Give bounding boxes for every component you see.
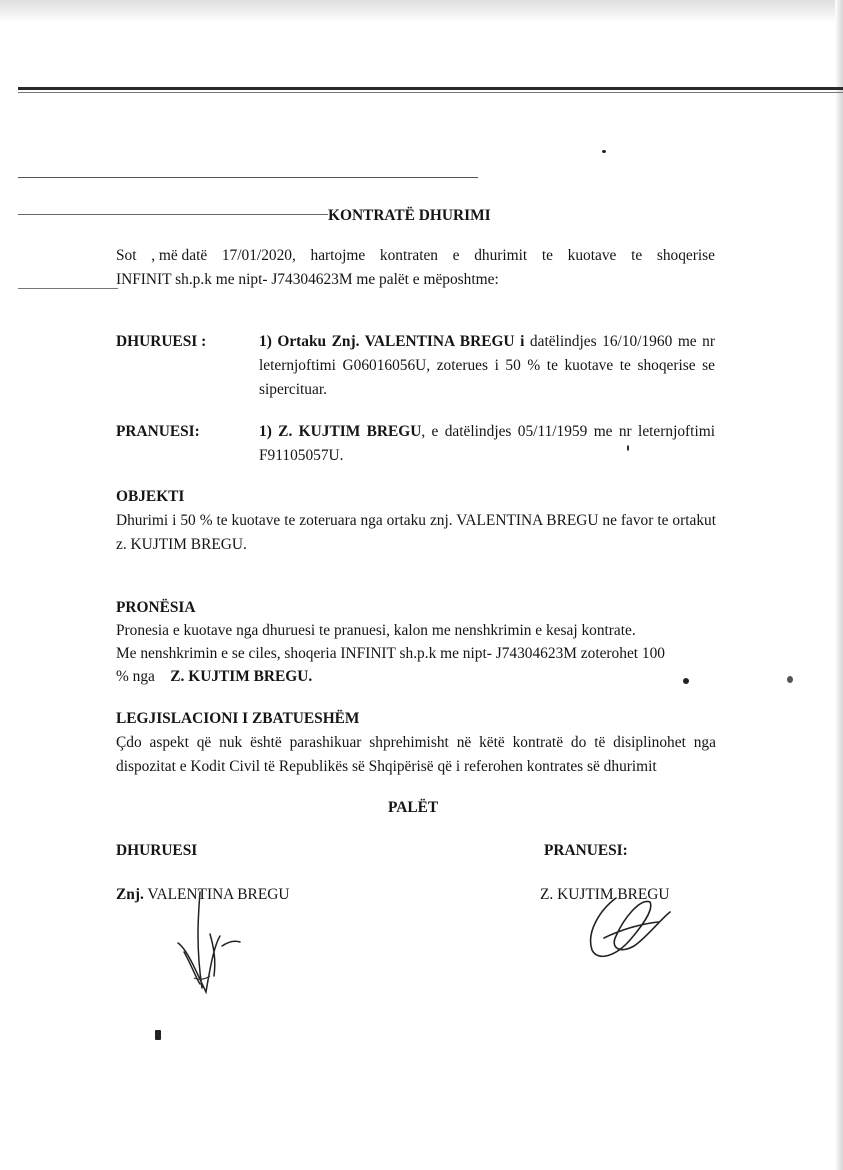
left-name: VALENTINA BREGU xyxy=(143,886,290,903)
legjislacioni-heading: LEGJISLACIONI I ZBATUESHËM xyxy=(116,710,360,727)
leg-word: në xyxy=(456,734,472,751)
pronesia-owner: Z. KUJTIM BREGU. xyxy=(170,668,313,685)
pronesia-line-3 xyxy=(116,665,312,689)
intro-word: Sot xyxy=(116,247,137,264)
legjislacioni-line-1 xyxy=(116,731,716,755)
intro-line-2: INFINIT sh.p.k me nipt- J74304623M me palët e mëposhtme: xyxy=(116,271,499,288)
recipient-signature xyxy=(580,890,680,970)
objekti-heading: OBJEKTI xyxy=(116,488,185,505)
signature-right-name: Z. KUJTIM BREGU xyxy=(540,886,670,903)
donor-label: DHURUESI : xyxy=(116,333,207,350)
header-rule-thin xyxy=(18,92,843,93)
leg-word: disiplinohet xyxy=(613,734,686,751)
document-title: KONTRATË DHURIMI xyxy=(328,207,491,224)
leg-word: nga xyxy=(693,734,716,751)
intro-date: 17/01/2020, xyxy=(221,247,296,264)
intro-word: shoqerise xyxy=(656,247,715,264)
intro-word: te xyxy=(541,247,553,264)
scan-right-edge xyxy=(835,0,843,1170)
header-line-2 xyxy=(18,177,478,178)
intro-word: kuotave xyxy=(567,247,617,264)
header-rule xyxy=(18,87,843,90)
leg-word: Çdo xyxy=(116,734,142,751)
leg-word: është xyxy=(250,734,282,751)
legjislacioni-line-2: dispozitat e Kodit Civil të Republikës së Shqipërisë që i referohen kontrates së dhurimit xyxy=(116,758,657,775)
intro-word: , më datë xyxy=(151,247,208,264)
donor-info: datëlindjes 16/10/1960 me nr leternjoftimi G06016056U, zoterues i 50 % te kuotave te shoqerise se sipercituar. xyxy=(259,333,715,398)
scan-speck xyxy=(787,676,793,683)
donor-signature xyxy=(170,888,250,998)
intro-word: te xyxy=(631,247,643,264)
pronesia-line-1: Pronesia e kuotave nga dhuruesi te pranuesi, kalon me nenshkrimin e kesaj kontrate. xyxy=(116,622,636,639)
scan-speck xyxy=(155,1030,161,1040)
intro-word: hartojme xyxy=(310,247,366,264)
recipient-name: 1) Z. KUJTIM BREGU xyxy=(259,423,422,440)
signature-left-label: DHURUESI xyxy=(116,842,198,859)
scan-top-shadow xyxy=(0,0,843,22)
intro-word: kontraten xyxy=(379,247,438,264)
objekti-text: Dhurimi i 50 % te kuotave te zoteruara nga ortaku znj. VALENTINA BREGU ne favor te ortakut z. KUJTIM BREGU. xyxy=(116,512,716,553)
donor-name: 1) Ortaku Znj. VALENTINA BREGU i xyxy=(259,333,525,350)
pronesia-heading: PRONËSIA xyxy=(116,599,196,616)
leg-word: kontratë xyxy=(512,734,564,751)
leg-word: parashikuar xyxy=(289,734,362,751)
scan-speck xyxy=(683,678,689,684)
header-line-3 xyxy=(18,214,328,215)
left-name-title: Znj. xyxy=(116,886,144,903)
leg-word: që xyxy=(196,734,212,751)
leg-word: këtë xyxy=(479,734,505,751)
recipient-details xyxy=(259,420,715,468)
donor-details xyxy=(259,330,715,402)
leg-word: do xyxy=(570,734,587,751)
recipient-label: PRANUESI: xyxy=(116,423,200,440)
intro-line-1 xyxy=(116,244,715,268)
header-line-4 xyxy=(18,288,118,289)
leg-word: të xyxy=(594,734,606,751)
leg-word: shprehimisht xyxy=(369,734,449,751)
leg-word: nuk xyxy=(219,734,243,751)
signatures-heading: PALËT xyxy=(388,799,439,816)
intro-word: dhurimit xyxy=(474,247,528,264)
scan-speck xyxy=(602,150,606,153)
leg-word: aspekt xyxy=(149,734,189,751)
intro-word: e xyxy=(452,247,460,264)
signature-right-label: PRANUESI: xyxy=(544,842,628,859)
recipient-info: , e datëlindjes 05/11/1959 me nr leternjoftimi F91105057U. xyxy=(259,423,715,464)
pronesia-percent-prefix: % nga xyxy=(116,668,155,685)
pronesia-line-2: Me nenshkrimin e se ciles, shoqeria INFINIT sh.p.k me nipt- J74304623M zoterohet 100 xyxy=(116,645,665,662)
